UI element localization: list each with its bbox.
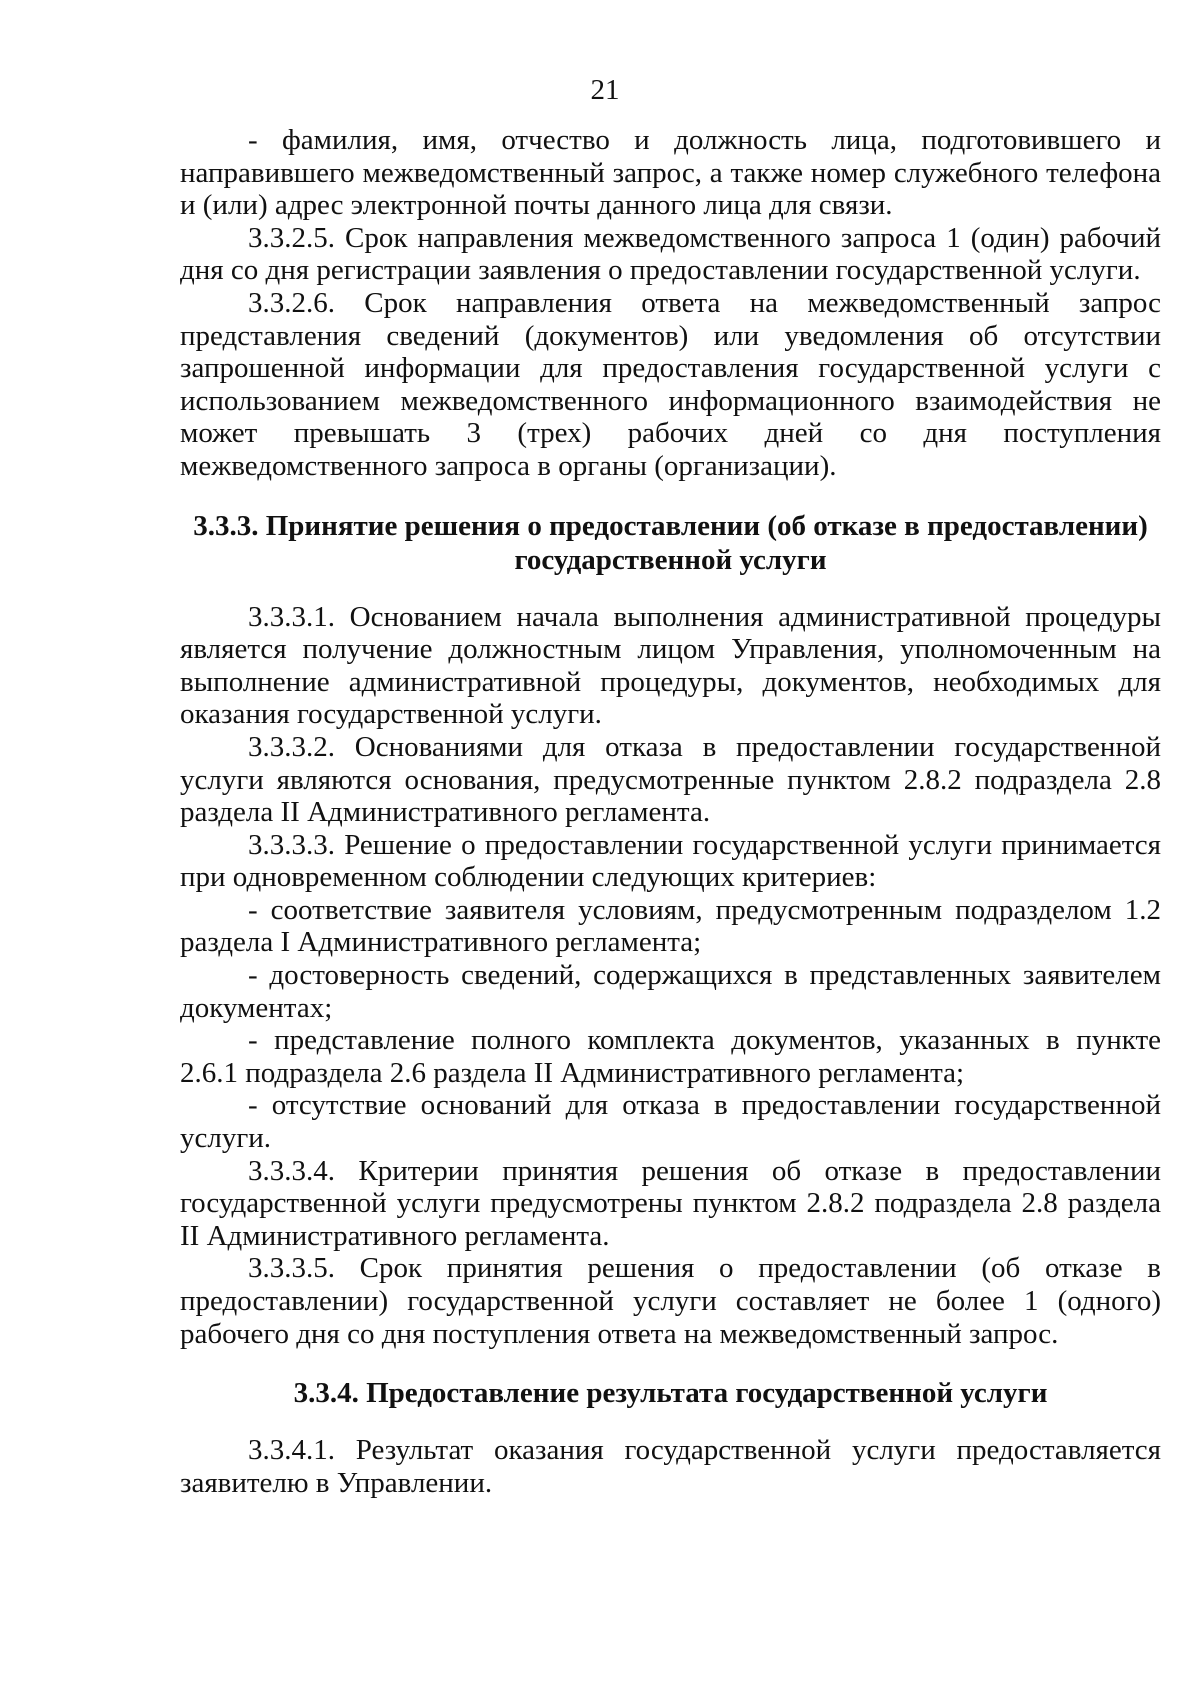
- criteria-item: - достоверность сведений, содержащихся в представленных заявителем документах;: [180, 959, 1161, 1024]
- paragraph-3-3-4-1: 3.3.4.1. Результат оказания государственной услуги предоставляется заявителю в Управлении.: [180, 1434, 1161, 1499]
- paragraph-requester-details: - фамилия, имя, отчество и должность лица, подготовившего и направившего межведомственный запрос, а также номер служебного телефона и (или) адрес электронной почты данного лица для связи.: [180, 124, 1161, 222]
- page-number: 21: [590, 74, 620, 106]
- paragraph-3-3-3-4: 3.3.3.4. Критерии принятия решения об отказе в предоставлении государственной услуги предусмотрены пунктом 2.8.2 подраздела 2.8 раздела II Административного регламента.: [180, 1154, 1161, 1252]
- paragraph-3-3-3-1: 3.3.3.1. Основанием начала выполнения административной процедуры является получение должностным лицом Управления, уполномоченным на выполнение административной процедуры, документов, необходимых для оказания государственной услуги.: [180, 600, 1161, 731]
- criteria-item: - соответствие заявителя условиям, предусмотренным подразделом 1.2 раздела I Административного регламента;: [180, 893, 1161, 959]
- paragraph-3-3-2-6: 3.3.2.6. Срок направления ответа на межведомственный запрос представления сведений (документов) или уведомления об отсутствии запрошенной информации для предоставления государственной услуги с использованием межведомственного информационного взаимодействия не может превышать 3 (трех) рабочих дней со дня поступления межведомственного запроса в органы (организации).: [180, 286, 1161, 482]
- paragraph-3-3-3-3: 3.3.3.3. Решение о предоставлении государственной услуги принимается при одновременном соблюдении следующих критериев:: [180, 828, 1161, 894]
- criteria-item: - отсутствие оснований для отказа в предоставлении государственной услуги.: [180, 1089, 1161, 1155]
- paragraph-3-3-2-5: 3.3.2.5. Срок направления межведомственного запроса 1 (один) рабочий дня со дня регистрации заявления о предоставлении государственной услуги.: [180, 221, 1161, 287]
- section-heading-3-3-3-line2: государственной услуги: [514, 543, 827, 576]
- criteria-item: - представление полного комплекта документов, указанных в пункте 2.6.1 подраздела 2.6 раздела II Административного регламента;: [180, 1024, 1161, 1089]
- section-heading-3-3-3: [180, 509, 1161, 577]
- document-body: [180, 124, 1161, 1499]
- paragraph-3-3-3-5: 3.3.3.5. Срок принятия решения о предоставлении (об отказе в предоставлении) государственной услуги составляет не более 1 (одного) рабочего дня со дня поступления ответа на межведомственный запрос.: [180, 1252, 1161, 1350]
- paragraph-3-3-3-2: 3.3.3.2. Основаниями для отказа в предоставлении государственной услуги являются основания, предусмотренные пунктом 2.8.2 подраздела 2.8 раздела II Административного регламента.: [180, 730, 1161, 829]
- section-heading-3-3-4: 3.3.4. Предоставление результата государственной услуги: [293, 1377, 1048, 1410]
- section-heading-3-3-3-line1: 3.3.3. Принятие решения о предоставлении (об отказе в предоставлении): [193, 509, 1148, 542]
